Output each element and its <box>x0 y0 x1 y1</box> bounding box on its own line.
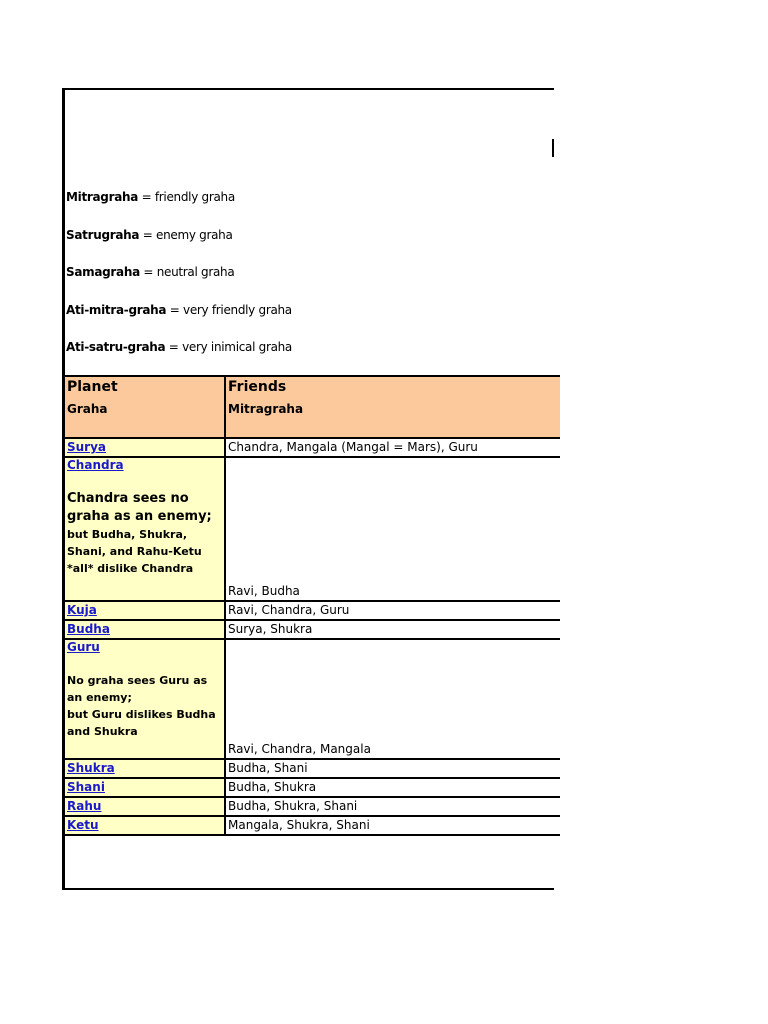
graha-friends-table <box>63 375 560 836</box>
table-row <box>64 438 560 457</box>
friends-cell: Budha, Shukra <box>225 778 560 797</box>
definition-item: Samagraha = neutral graha <box>66 265 235 279</box>
header-friends-title: Friends <box>228 379 287 395</box>
planet-cell <box>64 601 225 620</box>
planet-link-guru[interactable]: Guru <box>67 640 100 654</box>
planet-cell <box>64 759 225 778</box>
definition-term: Satrugraha <box>66 227 140 242</box>
planet-link-budha[interactable]: Budha <box>67 622 110 636</box>
planet-cell <box>64 457 225 601</box>
friends-cell: Ravi, Chandra, Guru <box>225 601 560 620</box>
planet-cell <box>64 438 225 457</box>
table-row <box>64 639 560 759</box>
definition-term: Samagraha <box>66 265 140 279</box>
definition-item: Ati-mitra-graha = very friendly graha <box>66 302 292 317</box>
planet-cell <box>64 620 225 639</box>
definition-item: Satrugraha = enemy graha <box>66 227 233 242</box>
table-row <box>64 797 560 816</box>
header-friends <box>225 376 560 438</box>
table-row <box>64 620 560 639</box>
guru-note-sub: but Guru dislikes Budha and Shukra <box>67 708 216 738</box>
planet-link-kuja[interactable]: Kuja <box>67 603 97 617</box>
planet-cell <box>64 778 225 797</box>
planet-link-shani[interactable]: Shani <box>67 780 105 794</box>
chandra-note-main: Chandra sees no graha as an enemy; <box>67 491 212 524</box>
planet-link-shukra[interactable]: Shukra <box>67 761 115 775</box>
table-row <box>64 759 560 778</box>
friends-text: Ravi, Chandra, Mangala <box>228 742 371 756</box>
friends-cell: Budha, Shani <box>225 759 560 778</box>
planet-link-chandra[interactable]: Chandra <box>67 458 124 472</box>
planet-link-surya[interactable]: Surya <box>67 440 107 454</box>
chandra-note-sub: but Budha, Shukra, Shani, and Rahu-Ketu *all* dislike Chandra <box>67 528 202 575</box>
friends-cell <box>225 457 560 601</box>
table-row <box>64 816 560 835</box>
definition-meaning: enemy graha <box>155 227 233 242</box>
header-friends-sub: Mitragraha <box>228 402 304 416</box>
planet-link-rahu[interactable]: Rahu <box>67 799 102 813</box>
text-cursor <box>552 139 554 157</box>
definition-item: Ati-satru-graha = very inimical graha <box>66 340 292 354</box>
definition-meaning: very friendly graha <box>183 302 292 317</box>
friends-cell: Chandra, Mangala (Mangal = Mars), Guru <box>225 438 560 457</box>
definition-meaning: neutral graha <box>156 265 235 279</box>
table-header-row <box>64 376 560 438</box>
planet-cell <box>64 639 225 759</box>
table-row <box>64 601 560 620</box>
planet-cell <box>64 816 225 835</box>
definition-term: Ati-satru-graha <box>66 340 166 354</box>
friends-cell <box>225 639 560 759</box>
definition-meaning: very inimical graha <box>182 340 292 354</box>
definition-meaning: friendly graha <box>154 190 235 204</box>
friends-cell: Surya, Shukra <box>225 620 560 639</box>
definitions-list <box>66 186 292 374</box>
planet-cell <box>64 797 225 816</box>
friends-text: Ravi, Budha <box>228 584 300 598</box>
header-planet-title: Planet <box>67 379 118 395</box>
guru-note-main: No graha sees Guru as an enemy; <box>67 674 208 704</box>
friends-cell: Budha, Shukra, Shani <box>225 797 560 816</box>
friends-cell: Mangala, Shukra, Shani <box>225 816 560 835</box>
table-row <box>64 778 560 797</box>
table-row <box>64 457 560 601</box>
definition-item: Mitragraha = friendly graha <box>66 190 235 204</box>
definition-term: Mitragraha <box>66 190 139 204</box>
planet-link-ketu[interactable]: Ketu <box>67 818 99 832</box>
header-planet <box>64 376 225 438</box>
definition-term: Ati-mitra-graha <box>66 302 167 317</box>
header-planet-sub: Graha <box>67 402 108 416</box>
